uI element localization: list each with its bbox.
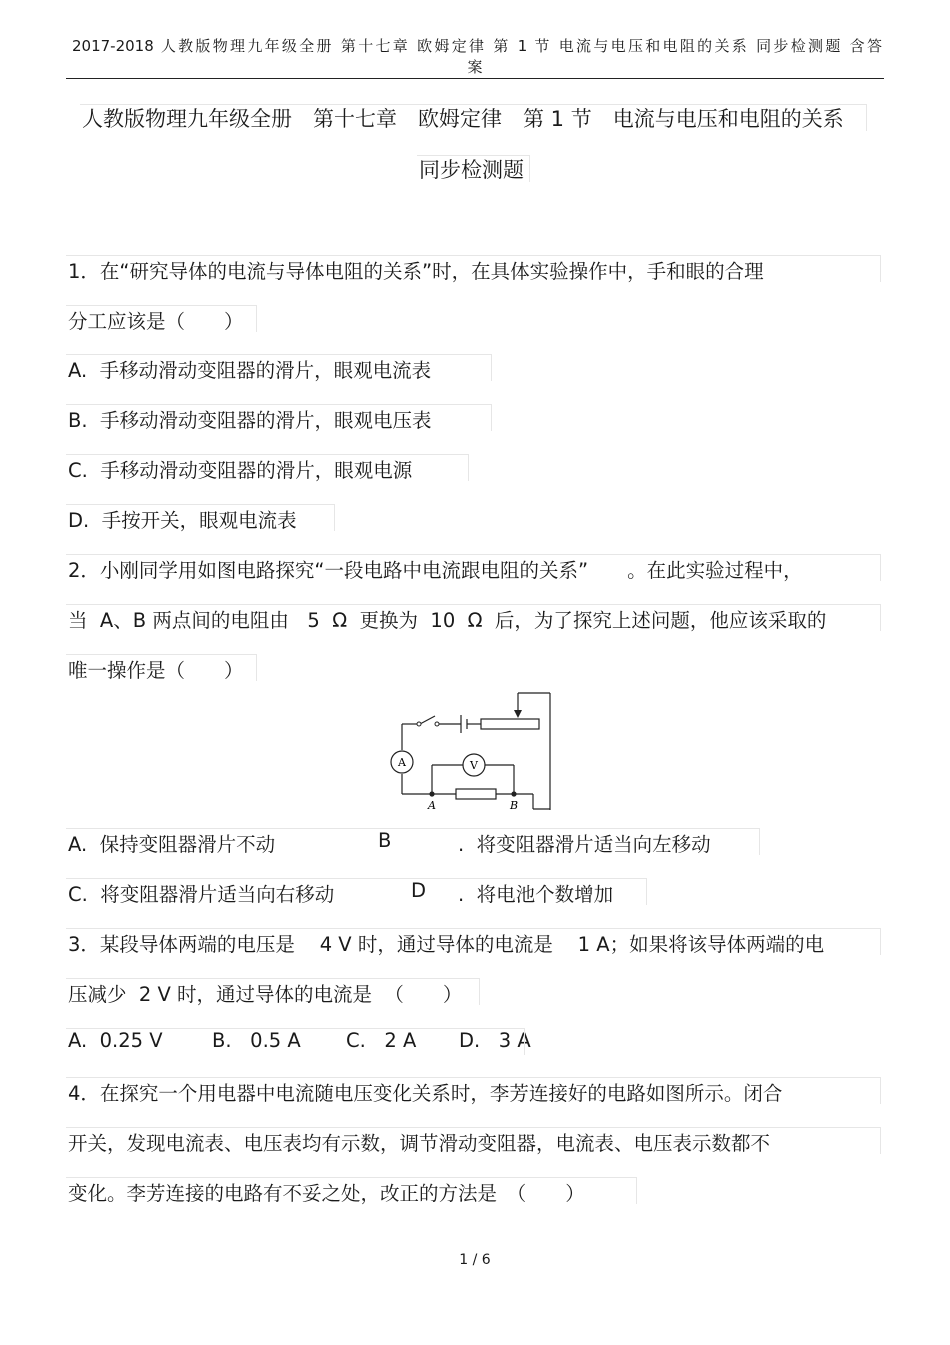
switch-pivot (417, 722, 421, 726)
running-header-continued: 案 (467, 58, 483, 76)
q4-stem-line3: 变化。李芳连接的电路有不妥之处，改正的方法是 （ ） (68, 1182, 585, 1205)
circuit-diagram (385, 688, 565, 814)
node-a (429, 791, 434, 796)
page-number: 1 / 6 (459, 1252, 491, 1268)
slider-arrow (514, 710, 522, 718)
q2-option-a[interactable]: A. 保持变阻器滑片不动 (68, 833, 276, 856)
text-box-edge (66, 354, 492, 381)
q1-stem-line1: 1．在“研究导体的电流与导体电阻的关系”时，在具体实验操作中，手和眼的合理 (68, 260, 764, 283)
document-title-line1: 人教版物理九年级全册 第十七章 欧姆定律 第 1 节 电流与电压和电阻的关系 (82, 107, 844, 131)
text-box-edge (66, 604, 881, 631)
text-box-edge (417, 155, 530, 182)
q3-option-b[interactable]: B. 0.5 A (212, 1029, 301, 1052)
text-box-edge (66, 1127, 881, 1154)
q2-option-d-letter[interactable]: D (411, 879, 427, 902)
text-box-edge (66, 1077, 881, 1104)
q1-option-d[interactable]: D. 手按开关，眼观电流表 (68, 509, 297, 532)
q4-stem-line2: 开关，发现电流表、电压表均有示数，调节滑动变阻器，电流表、电压表示数都不 (68, 1132, 771, 1155)
q2-stem-line3: 唯一操作是（ ） (68, 659, 244, 682)
document-title-line2: 同步检测题 (419, 158, 524, 182)
q2-stem-line1: 2．小刚同学用如图电路探究“一段电路中电流跟电阻的关系” 。在此实验过程中， (68, 559, 803, 582)
text-box-edge (66, 878, 647, 905)
header-divider (66, 78, 884, 79)
text-box-edge (66, 504, 335, 531)
q1-stem-line2: 分工应该是（ ） (68, 310, 244, 333)
label-b: B (510, 799, 519, 812)
text-box-edge (66, 1028, 525, 1055)
voltmeter-symbol: V (470, 759, 478, 772)
q3-option-d[interactable]: D. 3 A (459, 1029, 531, 1052)
q4-stem-line1: 4．在探究一个用电器中电流随电压变化关系时，李芳连接好的电路如图所示。闭合 (68, 1082, 783, 1105)
text-box-edge (66, 928, 881, 955)
text-box-edge (66, 978, 480, 1005)
text-box-edge (66, 554, 881, 581)
q2-option-b-letter[interactable]: B (378, 829, 392, 852)
q3-stem-line1: 3．某段导体两端的电压是 4 V 时，通过导体的电流是 1 A；如果将该导体两端的电 (68, 933, 825, 956)
q3-option-c[interactable]: C. 2 A (346, 1029, 417, 1052)
switch-contact (435, 722, 439, 726)
q2-option-c[interactable]: C. 将变阻器滑片适当向右移动 (68, 883, 335, 906)
q1-option-b[interactable]: B. 手移动滑动变阻器的滑片，眼观电压表 (68, 409, 432, 432)
text-box-edge (66, 654, 257, 681)
running-header: 2017-2018 人教版物理九年级全册 第十七章 欧姆定律 第 1 节 电流与电压和电阻的关系 同步检测题 含答 (72, 37, 882, 55)
q3-option-a[interactable]: A. 0.25 V (68, 1029, 163, 1052)
text-box-edge (66, 255, 881, 282)
text-box-edge (66, 404, 492, 431)
switch-blade (420, 716, 435, 724)
rheostat (481, 719, 539, 729)
q2-stem-line2: 当 A、B 两点间的电阻由 5 Ω 更换为 10 Ω 后，为了探究上述问题，他应该采取的 (68, 609, 827, 632)
q2-option-d-text[interactable]: . 将电池个数增加 (458, 883, 614, 906)
q1-option-a[interactable]: A. 手移动滑动变阻器的滑片，眼观电流表 (68, 359, 432, 382)
ammeter-symbol: A (398, 756, 406, 769)
text-box-edge (66, 305, 257, 332)
resistor (456, 789, 496, 799)
q3-stem-line2: 压减少 2 V 时，通过导体的电流是 （ ） (68, 983, 463, 1006)
text-box-edge (66, 1177, 637, 1204)
text-box-edge (66, 828, 760, 855)
q1-option-c[interactable]: C. 手移动滑动变阻器的滑片，眼观电源 (68, 459, 413, 482)
q2-option-b-text[interactable]: . 将变阻器滑片适当向左移动 (458, 833, 711, 856)
text-box-edge (66, 454, 469, 481)
node-b (511, 791, 516, 796)
label-a: A (428, 799, 436, 812)
text-box-edge (80, 104, 867, 131)
